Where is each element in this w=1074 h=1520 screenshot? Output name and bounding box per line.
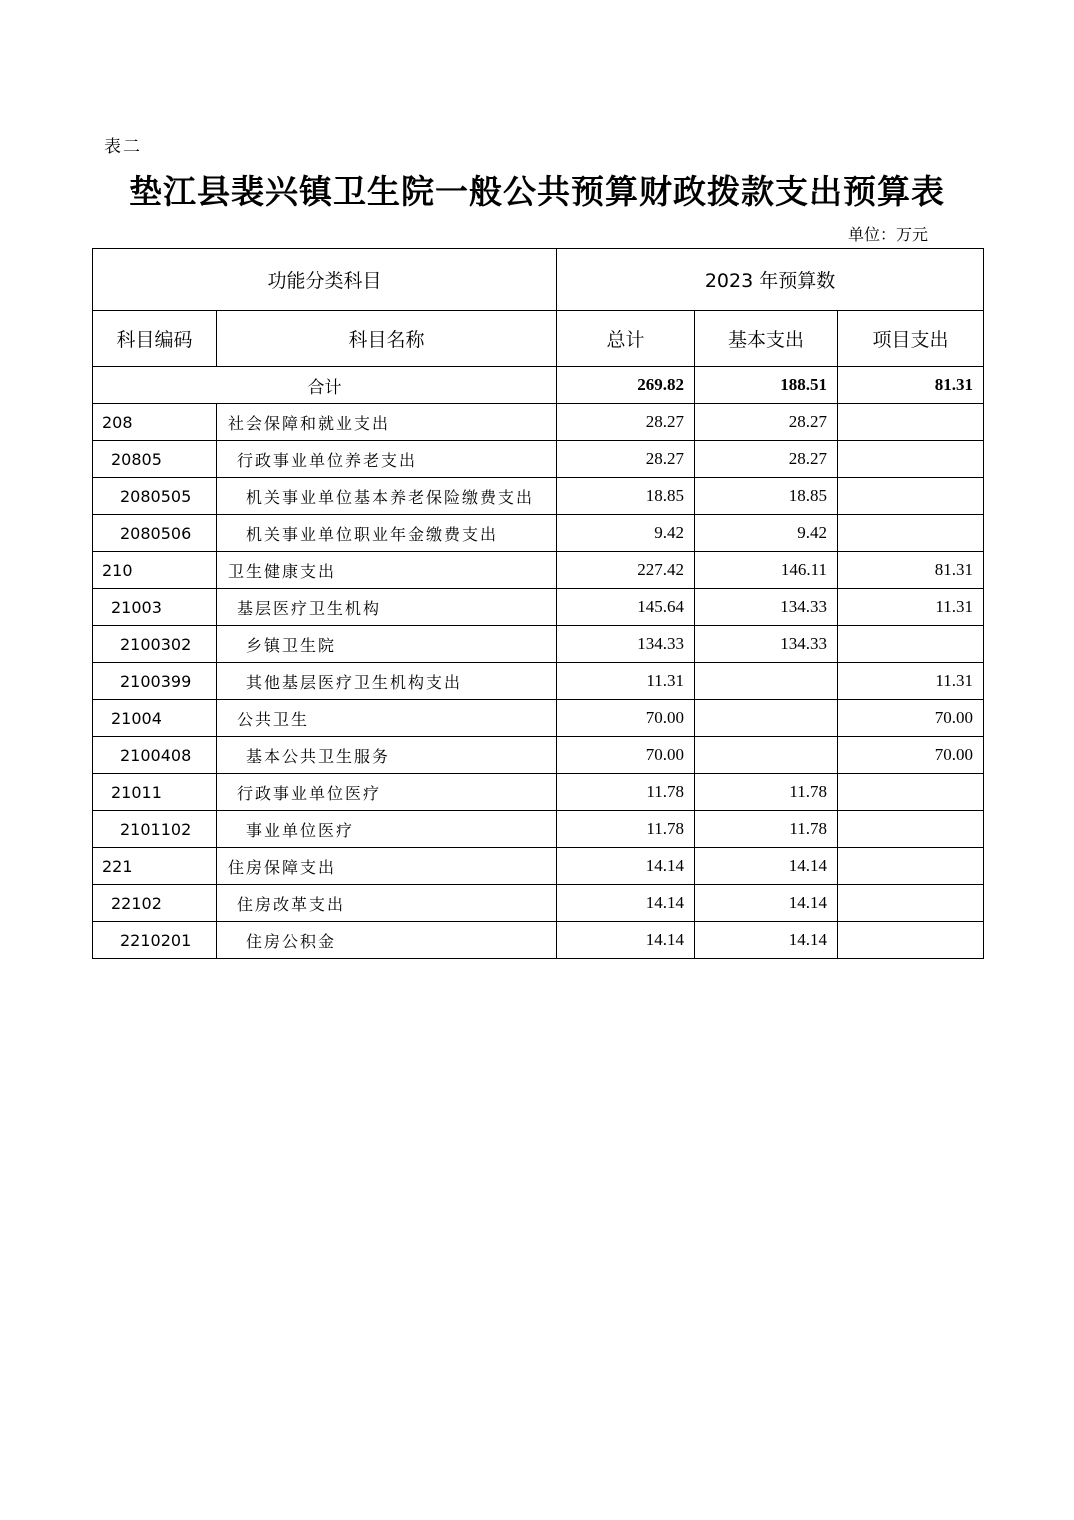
amount-total: 134.33 [557,626,695,663]
subject-code: 2080505 [93,478,217,515]
amount-basic: 11.78 [695,811,838,848]
subject-code: 21011 [93,774,217,811]
total-label: 合计 [93,367,557,404]
amount-project [838,811,984,848]
subject-name: 住房改革支出 [217,885,557,922]
subject-name: 住房保障支出 [217,848,557,885]
subject-name: 其他基层医疗卫生机构支出 [217,663,557,700]
table-row [93,885,984,922]
total-project: 81.31 [838,367,984,404]
subject-code: 21003 [93,589,217,626]
amount-basic: 134.33 [695,589,838,626]
amount-project: 81.31 [838,552,984,589]
subject-code: 2100399 [93,663,217,700]
table-number-label: 表二 [104,137,142,157]
subject-code: 2100408 [93,737,217,774]
subject-code: 2210201 [93,922,217,959]
amount-basic [695,737,838,774]
amount-project: 70.00 [838,700,984,737]
amount-total: 70.00 [557,737,695,774]
amount-basic: 14.14 [695,848,838,885]
document-title: 垫江县裴兴镇卫生院一般公共预算财政拨款支出预算表 [129,172,945,211]
table-row [93,589,984,626]
subject-code: 22102 [93,885,217,922]
amount-total: 11.78 [557,774,695,811]
total-row [93,367,984,404]
amount-project: 70.00 [838,737,984,774]
amount-total: 14.14 [557,885,695,922]
amount-total: 28.27 [557,441,695,478]
amount-basic: 11.78 [695,774,838,811]
amount-basic: 28.27 [695,441,838,478]
subject-code: 221 [93,848,217,885]
table-row [93,478,984,515]
header-subject-name: 科目名称 [217,311,557,367]
subject-name: 卫生健康支出 [217,552,557,589]
amount-total: 14.14 [557,922,695,959]
amount-basic: 28.27 [695,404,838,441]
amount-basic: 9.42 [695,515,838,552]
subject-code: 2101102 [93,811,217,848]
amount-total: 28.27 [557,404,695,441]
amount-total: 11.31 [557,663,695,700]
total-basic: 188.51 [695,367,838,404]
subject-code: 2080506 [93,515,217,552]
amount-project [838,478,984,515]
amount-project [838,404,984,441]
table-row [93,404,984,441]
table-row [93,552,984,589]
table-row [93,811,984,848]
subject-name: 行政事业单位医疗 [217,774,557,811]
header-row-1 [93,249,984,311]
amount-project: 11.31 [838,663,984,700]
subject-code: 21004 [93,700,217,737]
amount-project [838,515,984,552]
table-row [93,626,984,663]
total-sum: 269.82 [557,367,695,404]
budget-table [92,248,984,959]
subject-name: 基本公共卫生服务 [217,737,557,774]
header-basic-expenditure: 基本支出 [695,311,838,367]
subject-name: 公共卫生 [217,700,557,737]
subject-name: 社会保障和就业支出 [217,404,557,441]
amount-project [838,848,984,885]
amount-total: 145.64 [557,589,695,626]
subject-code: 210 [93,552,217,589]
subject-name: 行政事业单位养老支出 [217,441,557,478]
table-row [93,515,984,552]
subject-name: 机关事业单位职业年金缴费支出 [217,515,557,552]
amount-basic: 146.11 [695,552,838,589]
subject-name: 机关事业单位基本养老保险缴费支出 [217,478,557,515]
header-budget-year: 2023 年预算数 [557,249,984,311]
amount-total: 11.78 [557,811,695,848]
amount-basic: 134.33 [695,626,838,663]
subject-name: 乡镇卫生院 [217,626,557,663]
amount-total: 70.00 [557,700,695,737]
table-row [93,774,984,811]
header-project-expenditure: 项目支出 [838,311,984,367]
subject-name: 事业单位医疗 [217,811,557,848]
subject-code: 20805 [93,441,217,478]
amount-total: 9.42 [557,515,695,552]
amount-basic [695,700,838,737]
unit-label: 单位：万元 [848,225,929,244]
table-row [93,663,984,700]
amount-total: 227.42 [557,552,695,589]
table-row [93,700,984,737]
amount-project [838,885,984,922]
table-row [93,737,984,774]
amount-project: 11.31 [838,589,984,626]
amount-project [838,922,984,959]
amount-project [838,774,984,811]
subject-name: 住房公积金 [217,922,557,959]
header-total: 总计 [557,311,695,367]
amount-basic: 18.85 [695,478,838,515]
amount-basic: 14.14 [695,885,838,922]
subject-code: 2100302 [93,626,217,663]
header-subject-code: 科目编码 [93,311,217,367]
amount-total: 18.85 [557,478,695,515]
amount-total: 14.14 [557,848,695,885]
header-row-2 [93,311,984,367]
amount-project [838,441,984,478]
table-row [93,848,984,885]
table-row [93,922,984,959]
header-function-category: 功能分类科目 [93,249,557,311]
amount-basic: 14.14 [695,922,838,959]
subject-name: 基层医疗卫生机构 [217,589,557,626]
amount-basic [695,663,838,700]
table-row [93,441,984,478]
amount-project [838,626,984,663]
subject-code: 208 [93,404,217,441]
